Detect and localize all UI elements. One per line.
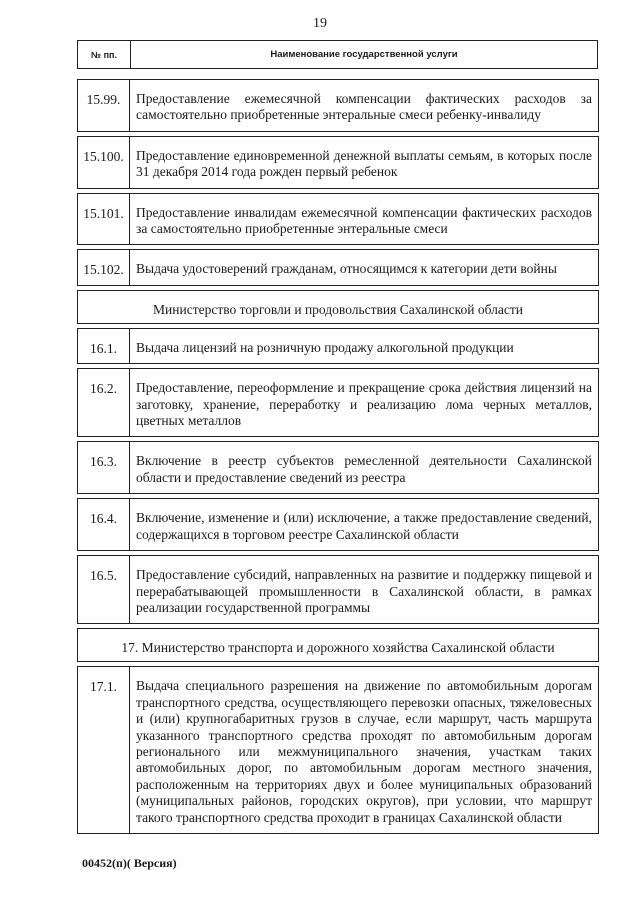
header-number-column: № пп. xyxy=(78,41,131,68)
row-number: 15.100. xyxy=(78,137,130,188)
row-number: 16.2. xyxy=(78,369,130,436)
row-number: 17.1. xyxy=(78,667,130,833)
row-number: 15.102. xyxy=(78,250,130,284)
header-name-column: Наименование государственной услуги xyxy=(270,49,458,60)
row-number: 15.99. xyxy=(78,80,130,131)
service-name: Предоставление ежемесячной компенсации фактических расходов за самостоятельно приобретенные энтеральные смеси ребенку-инвалиду xyxy=(136,91,592,123)
service-name: Предоставление инвалидам ежемесячной компенсации фактических расходов за самостоятельно приобретенные энтеральные смеси xyxy=(136,204,592,237)
service-name: Включение, изменение и (или) исключение, а также предоставление сведений, содержащихся в торговом реестре Сахалинской области xyxy=(136,510,592,542)
table-row xyxy=(77,441,599,494)
row-number: 16.3. xyxy=(78,442,130,493)
table-row xyxy=(77,498,599,551)
page-number: 19 xyxy=(313,16,327,31)
table-row xyxy=(77,666,599,834)
service-name: Выдача лицензий на розничную продажу алкогольной продукции xyxy=(136,339,514,355)
row-number: 15.101. xyxy=(78,194,130,245)
section-heading: 17. Министерство транспорта и дорожного хозяйства Сахалинской области xyxy=(77,628,599,662)
table-header xyxy=(77,40,598,69)
table-row xyxy=(77,328,599,364)
services-table xyxy=(77,79,599,838)
table-row xyxy=(77,193,599,246)
service-name: Выдача специального разрешения на движение по автомобильным дорогам транспортного средства, осуществляющего перевозки опасных, тяжеловесных и (или) крупногабаритных грузов в случае, если маршрут, часть маршрута указанного транспортного средства проходят по автомобильным дорогам регионального или межмуниципального значения, участкам таких автомобильных дорог, по автомобильным дорогам местного значения, расположенным на территориях двух и более муниципальных образований (муниципальных районов, городских округов), при условии, что маршрут такого транспортного средства проходит в границах Сахалинской области xyxy=(136,678,592,825)
row-number: 16.5. xyxy=(78,556,130,623)
service-name: Предоставление единовременной денежной выплаты семьям, в которых после 31 декабря 2014 года рожден первый ребенок xyxy=(136,147,592,180)
service-name: Предоставление субсидий, направленных на развитие и поддержку пищевой и перерабатывающей промышленности в Сахалинской области, в рамках реализации государственной программы xyxy=(136,567,592,615)
section-heading: Министерство торговли и продовольствия Сахалинской области xyxy=(77,290,599,324)
table-row xyxy=(77,368,599,437)
row-number: 16.1. xyxy=(78,329,130,363)
table-row xyxy=(77,249,599,285)
table-row xyxy=(77,555,599,624)
table-row xyxy=(77,79,599,132)
service-name: Выдача удостоверений гражданам, относящимся к категории дети войны xyxy=(136,261,557,277)
table-row xyxy=(77,136,599,189)
row-number: 16.4. xyxy=(78,499,130,550)
service-name: Включение в реестр субъектов ремесленной деятельности Сахалинской области и предоставление сведений из реестра xyxy=(136,453,592,485)
document-footer: 00452(п)( Версия) xyxy=(82,856,177,870)
service-name: Предоставление, переоформление и прекращение срока действия лицензий на заготовку, хранение, переработку и реализацию лома черных металлов, цветных металлов xyxy=(136,380,592,429)
